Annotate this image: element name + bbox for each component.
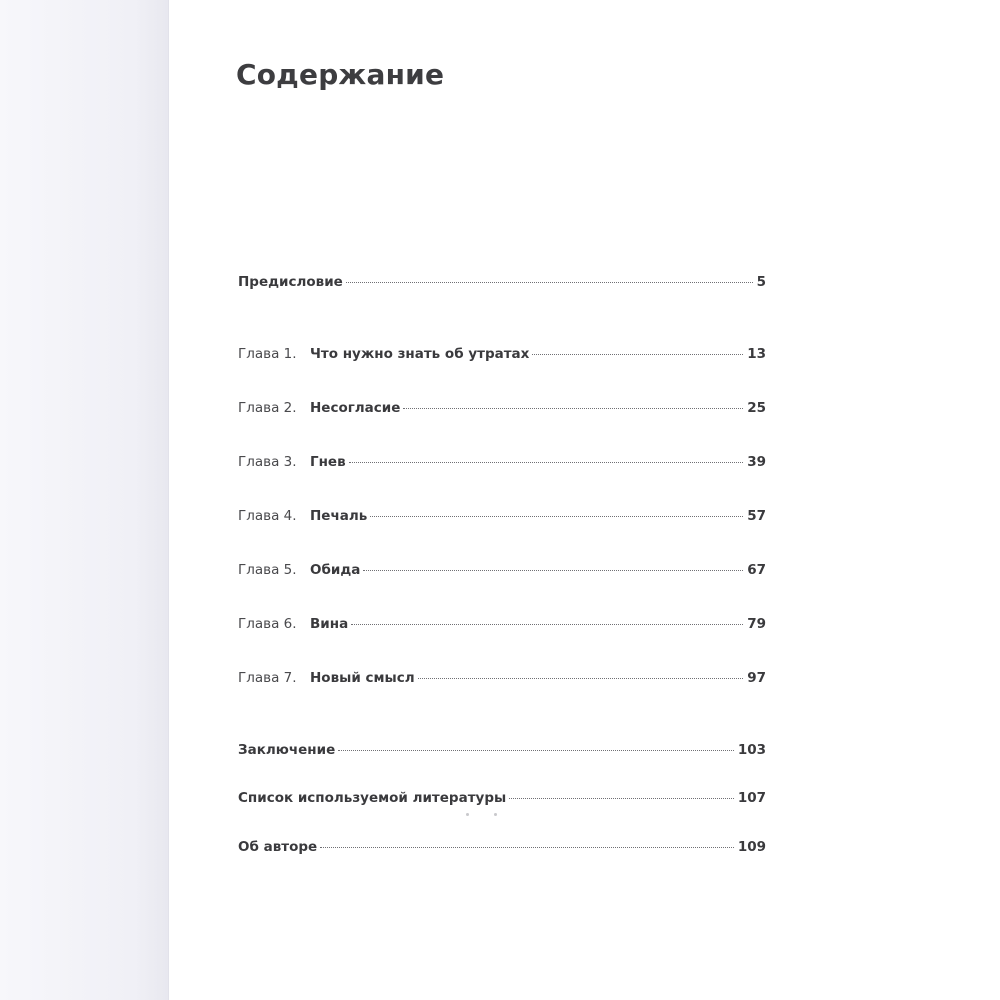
toc-entry-conclusion[interactable] [238,742,766,764]
toc-entry-chapter-2[interactable] [238,400,766,422]
chapter-label: Глава 4. [238,508,297,524]
toc-entry-chapter-6[interactable] [238,616,766,638]
chapter-label: Глава 3. [238,454,297,470]
toc-page-number: 107 [737,790,766,806]
toc-page-number: 79 [747,616,766,632]
paper-speck [466,813,469,816]
toc-entry-title: Об авторе [238,839,318,855]
dot-leader [509,798,734,799]
dot-leader [403,408,743,409]
toc-page-number: 97 [747,670,766,686]
toc-page-number: 57 [747,508,766,524]
toc-entry-title: Список используемой литературы [238,790,507,806]
chapter-label: Глава 6. [238,616,297,632]
dot-leader [346,282,753,283]
page-title: Содержание [236,58,445,91]
chapter-label: Глава 1. [238,346,297,362]
toc-entry-title: Новый смысл [310,670,415,686]
toc-entry-title: Обида [310,562,361,578]
toc-entry-title: Гнев [310,454,346,470]
dot-leader [320,847,734,848]
toc-entry-chapter-4[interactable] [238,508,766,530]
toc-entry-preface[interactable] [238,274,766,296]
dot-leader [370,516,743,517]
toc-entry-title: Вина [310,616,349,632]
paper-speck [494,813,497,816]
dot-leader [351,624,743,625]
toc-entry-title: Печаль [310,508,368,524]
toc-entry-about-author[interactable] [238,839,766,861]
dot-leader [349,462,744,463]
page-edge-shadow [0,0,169,1000]
dot-leader [338,750,734,751]
toc-page-number: 109 [737,839,766,855]
toc-entry-chapter-7[interactable] [238,670,766,692]
toc-page-number: 13 [747,346,766,362]
toc-page-number: 5 [756,274,766,290]
toc-entry-chapter-5[interactable] [238,562,766,584]
toc-entry-title: Предисловие [238,274,343,290]
toc-page-number: 25 [747,400,766,416]
dot-leader [532,354,743,355]
dot-leader [418,678,744,679]
toc-page-number: 67 [747,562,766,578]
toc-entry-title: Несогласие [310,400,401,416]
chapter-label: Глава 5. [238,562,297,578]
toc-page-number: 103 [737,742,766,758]
chapter-label: Глава 7. [238,670,297,686]
toc-entry-title: Что нужно знать об утратах [310,346,530,362]
toc-entry-title: Заключение [238,742,336,758]
toc-entry-chapter-1[interactable] [238,346,766,368]
toc-entry-bibliography[interactable] [238,790,766,812]
toc-page-number: 39 [747,454,766,470]
chapter-label: Глава 2. [238,400,297,416]
dot-leader [363,570,743,571]
toc-entry-chapter-3[interactable] [238,454,766,476]
